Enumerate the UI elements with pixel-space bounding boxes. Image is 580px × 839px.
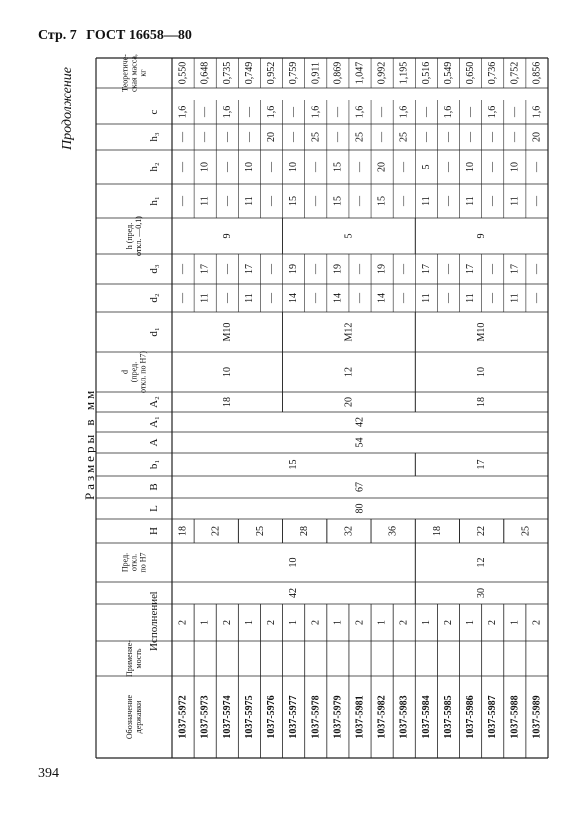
header-b: Пред. [120,552,130,573]
header-h3: h₃ [148,132,160,142]
cell-d3: 17 [420,264,432,274]
cell-d3: — [487,264,499,274]
cell-variant: 1 [199,620,211,625]
merged-A: 54 [354,437,366,448]
cell-designation: 1037-5975 [243,695,255,739]
header-d: d [120,370,130,374]
cell-variant: 2 [310,620,322,625]
cell-variant: 2 [442,620,454,625]
cell-h3: — [177,132,189,142]
cell-d2: 11 [243,293,255,303]
cell-h3: — [199,132,211,142]
merged-H: 22 [476,526,488,536]
merged-H: 25 [254,526,266,536]
header-A1: A₁ [148,416,160,428]
cell-h3: — [376,132,388,142]
cell-mass: 1,195 [398,61,410,85]
cell-variant: 1 [376,620,388,625]
cell-mass: 0,992 [376,61,388,85]
cell-d3: 17 [243,264,255,274]
cell-variant: 2 [398,620,410,625]
cell-mass: 0,736 [487,61,499,85]
cell-designation: 1037-5972 [177,695,189,739]
merged-d1: M12 [343,322,355,342]
cell-h3: — [487,132,499,142]
continued-label: Продолжение [60,67,75,150]
merged-H: 28 [299,526,311,536]
cell-h2: — [310,162,322,172]
merged-b: 10 [288,557,300,568]
cell-designation: 1037-5989 [531,695,543,739]
cell-h1: — [398,196,410,206]
cell-d3: — [354,264,366,274]
merged-l: 42 [288,588,300,598]
merged-B: 67 [354,482,366,492]
cell-variant: 1 [465,620,477,625]
cell-c: — [376,107,388,117]
cell-c: — [465,107,477,117]
cell-mass: 0,869 [332,61,344,85]
cell-d2: — [531,293,543,303]
header-c: c [148,109,160,115]
cell-h2: — [354,162,366,172]
cell-mass: 0,752 [509,61,521,85]
cell-d3: — [266,264,278,274]
cell-c: — [288,107,300,117]
cell-h3: 25 [354,132,366,142]
cell-mass: 0,516 [420,61,432,85]
cell-d2: — [266,293,278,303]
cell-h1: 15 [376,196,388,206]
cell-h3: — [509,132,521,142]
cell-h1: 11 [509,196,521,206]
header-applicability: мость [134,648,143,669]
header-h: h (пред. [125,222,134,250]
cell-h2: 10 [465,162,477,172]
merged-h: 5 [343,233,355,239]
cell-h1: 15 [332,196,344,206]
cell-c: 1,6 [177,105,189,119]
merged-d: 12 [343,367,355,377]
cell-variant: 1 [243,620,255,625]
header-d3: d₃ [148,264,160,274]
header-h2: h₂ [148,162,160,172]
cell-d2: 14 [332,293,344,303]
cell-h3: — [442,132,454,142]
cell-c: — [332,107,344,117]
cell-h3: — [243,131,255,142]
header-d2: d₂ [148,293,160,303]
cell-mass: 0,856 [531,61,543,85]
cell-h2: — [177,162,189,172]
cell-d2: — [354,293,366,303]
cell-h3: — [221,132,233,142]
cell-h3: 20 [266,132,278,142]
merged-d1: M10 [221,322,233,342]
cell-c: 1,6 [354,105,366,119]
header-designation: державки [134,700,143,734]
header-h: откл. —0,1) [134,216,143,256]
cell-designation: 1037-5985 [442,695,454,739]
cell-c: — [243,106,255,117]
header-mass: Теоретиче- [120,54,130,92]
merged-A1: 42 [354,417,366,427]
cell-designation: 1037-5983 [398,695,410,739]
cell-designation: 1037-5976 [266,695,278,739]
cell-variant: 2 [487,620,499,625]
cell-h3: — [465,132,477,142]
header-mass: ская масса, [129,54,139,92]
merged-H: 36 [387,526,399,536]
header-B: B [148,483,160,491]
cell-h1: 15 [288,196,300,206]
cell-designation: 1037-5978 [310,695,322,739]
cell-c: 1,6 [531,105,543,119]
cell-h1: 11 [465,196,477,206]
merged-h: 9 [476,233,488,239]
cell-h1: 11 [199,196,211,206]
header-h1: h₁ [148,196,160,206]
cell-c: 1,6 [266,105,278,119]
cell-h2: 10 [243,161,255,172]
page-number: 394 [38,766,59,781]
cell-H: 18 [177,526,189,536]
cell-c: — [199,107,211,117]
cell-d2: — [398,293,410,303]
cell-h1: — [442,196,454,206]
header-mass: кг [138,69,148,77]
cell-d3: — [221,264,233,274]
cell-h3: 25 [398,132,410,142]
cell-h1: — [221,196,233,206]
cell-variant: 2 [221,620,233,625]
standard-code: ГОСТ 16658—80 [86,28,192,43]
cell-d3: — [531,264,543,274]
merged-H: 18 [431,526,443,536]
page-label: Стр. 7 [38,28,77,43]
cell-h1: — [310,196,322,206]
cell-variant: 2 [177,620,189,625]
cell-d3: 19 [332,264,344,274]
cell-designation: 1037-5973 [199,695,211,739]
dimensions-label: Размеры в мм [82,387,97,500]
cell-designation: 1037-5977 [288,695,300,739]
cell-mass: 0,650 [465,61,477,85]
cell-h2: — [221,162,233,172]
cell-d3: 19 [288,264,300,274]
cell-designation: 1037-5988 [509,695,521,739]
cell-d2: 11 [199,293,211,303]
cell-d3: 17 [465,264,477,274]
cell-mass: 0,735 [221,61,233,85]
cell-variant: 1 [332,620,344,625]
merged-L: 80 [354,503,366,514]
cell-mass: 0,549 [442,61,454,85]
merged-d: 10 [476,367,488,377]
header-A2: A₂ [148,396,160,408]
cell-c: — [509,107,521,117]
merged-H: 32 [343,526,355,536]
merged-b1: 17 [476,459,488,470]
cell-h2: 10 [509,162,521,172]
cell-h1: 11 [420,196,432,206]
cell-designation: 1037-5984 [420,695,432,739]
cell-d3: 19 [376,264,388,274]
merged-b: 12 [476,557,488,568]
cell-d3: 17 [509,264,521,274]
cell-h3: — [332,132,344,142]
cell-h1: — [266,196,278,206]
header-L: L [148,505,160,512]
cell-variant: 2 [266,620,278,625]
cell-d2: 11 [509,293,521,303]
cell-d3: — [398,264,410,274]
cell-h2: 15 [332,162,344,172]
header-H: H [148,527,160,535]
cell-h2: — [266,162,278,172]
merged-A2: 18 [476,397,488,407]
header-d1: d₁ [148,327,160,337]
cell-d2: 14 [288,293,300,303]
cell-designation: 1037-5987 [487,695,499,739]
cell-designation: 1037-5979 [332,695,344,739]
cell-designation: 1037-5981 [354,695,366,739]
cell-d3: — [310,264,322,274]
cell-h3: 20 [531,132,543,142]
merged-h: 9 [221,233,233,239]
cell-d3: — [177,264,189,274]
cell-h3: — [288,132,300,142]
cell-variant: 1 [509,620,521,625]
merged-H: 22 [210,526,222,536]
cell-h1: — [531,196,543,206]
cell-c: 1,6 [487,105,499,119]
header-designation: Обозначение [125,694,134,740]
cell-mass: 0,759 [288,61,300,85]
cell-h3: — [420,132,432,142]
cell-mass: 0,550 [177,61,189,85]
cell-d3: 17 [199,264,211,274]
header-b: по H7 [138,552,148,573]
cell-h3: 25 [310,132,322,142]
merged-A2: 20 [343,397,355,407]
header-A: A [148,438,160,447]
cell-d2: 11 [465,293,477,303]
header-l: l [148,591,160,595]
cell-mass: 0,749 [243,61,255,85]
merged-A2: 18 [221,397,233,407]
merged-d1: M10 [476,322,488,342]
header-applicability: Применяе- [125,640,134,677]
cell-mass: 0,952 [266,61,278,85]
cell-d2: — [177,293,189,303]
cell-c: 1,6 [221,105,233,119]
cell-h2: — [398,162,410,172]
header-b1: b₁ [148,459,160,470]
cell-h1: — [177,196,189,206]
cell-h1: — [487,196,499,206]
cell-h2: 10 [199,162,211,172]
cell-mass: 0,911 [310,61,322,85]
merged-l: 30 [476,588,488,598]
cell-designation: 1037-5982 [376,695,388,739]
cell-d2: — [442,293,454,303]
cell-h2: — [531,162,543,172]
cell-variant: 2 [531,620,543,625]
cell-mass: 0,648 [199,61,211,85]
cell-d2: 14 [376,293,388,303]
cell-c: — [420,107,432,117]
cell-h1: — [354,196,366,206]
cell-d3: — [442,264,454,274]
cell-h2: — [487,162,499,172]
cell-h2: 20 [376,162,388,172]
cell-c: 1,6 [442,105,454,119]
cell-variant: 1 [288,620,300,625]
cell-c: 1,6 [398,105,410,119]
header-b: откл. [129,553,139,572]
merged-H: 25 [520,526,532,536]
cell-d2: — [487,293,499,303]
cell-d2: — [310,293,322,303]
cell-designation: 1037-5986 [465,695,477,739]
cell-variant: 2 [354,620,366,625]
cell-h1: 11 [243,196,255,206]
header-d: (пред. [129,361,139,383]
cell-h2: 5 [420,164,432,170]
header-variant: Исполнение [148,594,160,651]
cell-d2: 11 [420,293,432,303]
header-d: откл. по H7) [138,351,148,393]
cell-h2: 10 [288,162,300,172]
cell-designation: 1037-5974 [221,695,233,739]
cell-c: 1,6 [310,105,322,119]
cell-variant: 1 [420,620,432,625]
merged-b1: 15 [288,459,300,470]
cell-h2: — [442,162,454,172]
merged-d: 10 [221,367,233,377]
cell-mass: 1,047 [354,61,366,85]
cell-d2: — [221,293,233,303]
